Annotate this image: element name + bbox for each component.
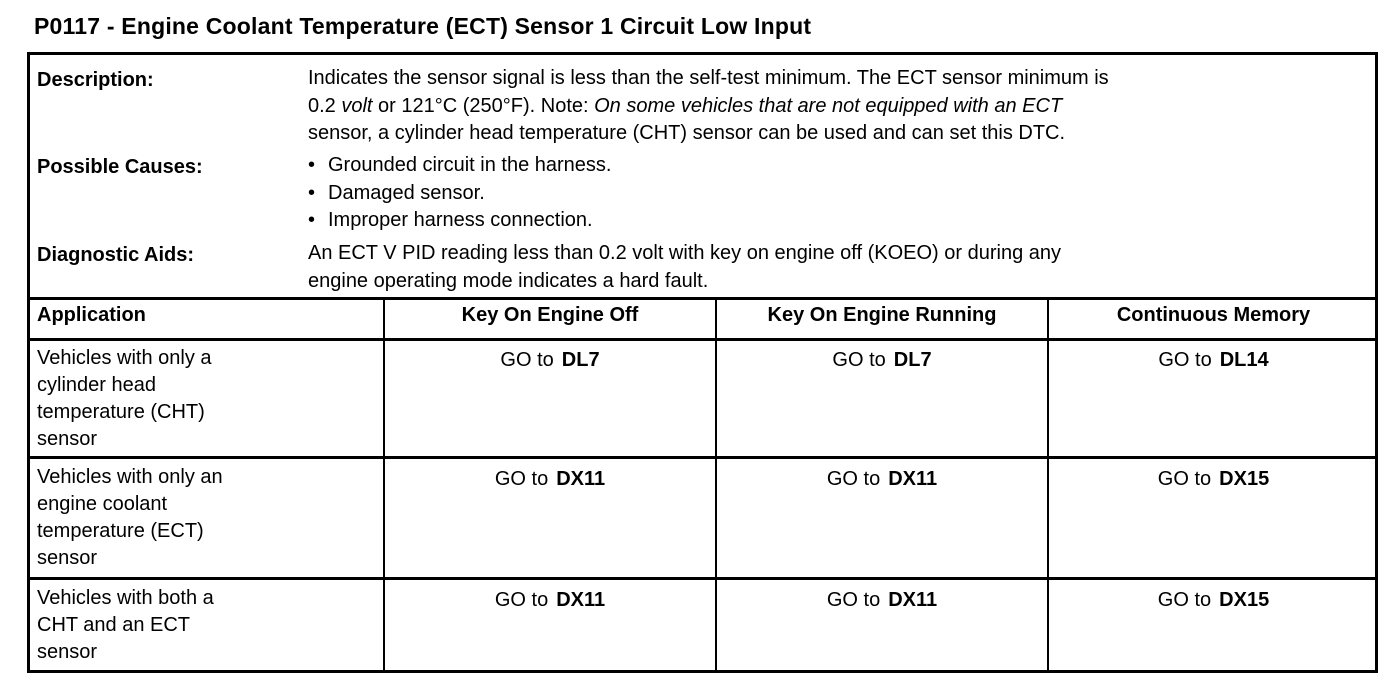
go-to-link-memory[interactable]: GO to DX15 <box>1157 468 1270 490</box>
go-to-link-koeo[interactable]: GO to DX11 <box>494 468 606 490</box>
possible-causes-list <box>308 152 1368 235</box>
table-row-application: Vehicles with only an engine coolant temperature (ECT) sensor <box>37 466 223 569</box>
description-line-2: 0.2 volt or 121°C (250°F). Note: On some vehicles that are not equipped with an ECT <box>308 94 1063 117</box>
header-koer: Key On Engine Running <box>767 304 997 326</box>
diagnostic-aids-line-1: An ECT V PID reading less than 0.2 volt with key on engine off (KOEO) or during any <box>308 242 1061 264</box>
cause-item: • Improper harness connection. <box>308 207 1368 235</box>
go-to-link-koer[interactable]: GO to DX11 <box>826 589 938 611</box>
description-label: Description: <box>37 69 154 91</box>
possible-causes-label: Possible Causes: <box>37 156 203 178</box>
cause-item: • Grounded circuit in the harness. <box>308 152 1368 180</box>
table-row-application: Vehicles with only a cylinder head temperature (CHT) sensor <box>37 347 212 450</box>
table-row-application: Vehicles with both a CHT and an ECT sensor <box>37 587 214 663</box>
go-to-link-koer[interactable]: GO to DL7 <box>832 349 932 371</box>
page-title: P0117 - Engine Coolant Temperature (ECT) Sensor 1 Circuit Low Input <box>34 13 812 39</box>
divider-info <box>30 297 1375 300</box>
header-koeo: Key On Engine Off <box>461 304 639 326</box>
divider-row-2 <box>30 577 1375 580</box>
header-application: Application <box>37 304 146 326</box>
divider-row-1 <box>30 456 1375 459</box>
description-text <box>308 65 1368 148</box>
go-to-link-memory[interactable]: GO to DL14 <box>1158 349 1269 371</box>
description-line-1: Indicates the sensor signal is less than the self-test minimum. The ECT sensor minimum is <box>308 67 1109 89</box>
cause-item: • Damaged sensor. <box>308 180 1368 208</box>
go-to-link-koer[interactable]: GO to DX11 <box>826 468 938 490</box>
info-block <box>30 55 1375 298</box>
header-memory: Continuous Memory <box>1116 304 1311 326</box>
diagnostic-aids-text <box>308 240 1368 295</box>
go-to-link-memory[interactable]: GO to DX15 <box>1157 589 1270 611</box>
divider-header <box>30 338 1375 341</box>
go-to-link-koeo[interactable]: GO to DL7 <box>500 349 600 371</box>
dtc-table <box>27 52 1378 673</box>
description-line-3: sensor, a cylinder head temperature (CHT) sensor can be used and can set this DTC. <box>308 122 1066 144</box>
diagnostic-aids-label: Diagnostic Aids: <box>37 244 195 266</box>
diagnostic-aids-line-2: engine operating mode indicates a hard fault. <box>308 269 709 292</box>
go-to-link-koeo[interactable]: GO to DX11 <box>494 589 606 611</box>
